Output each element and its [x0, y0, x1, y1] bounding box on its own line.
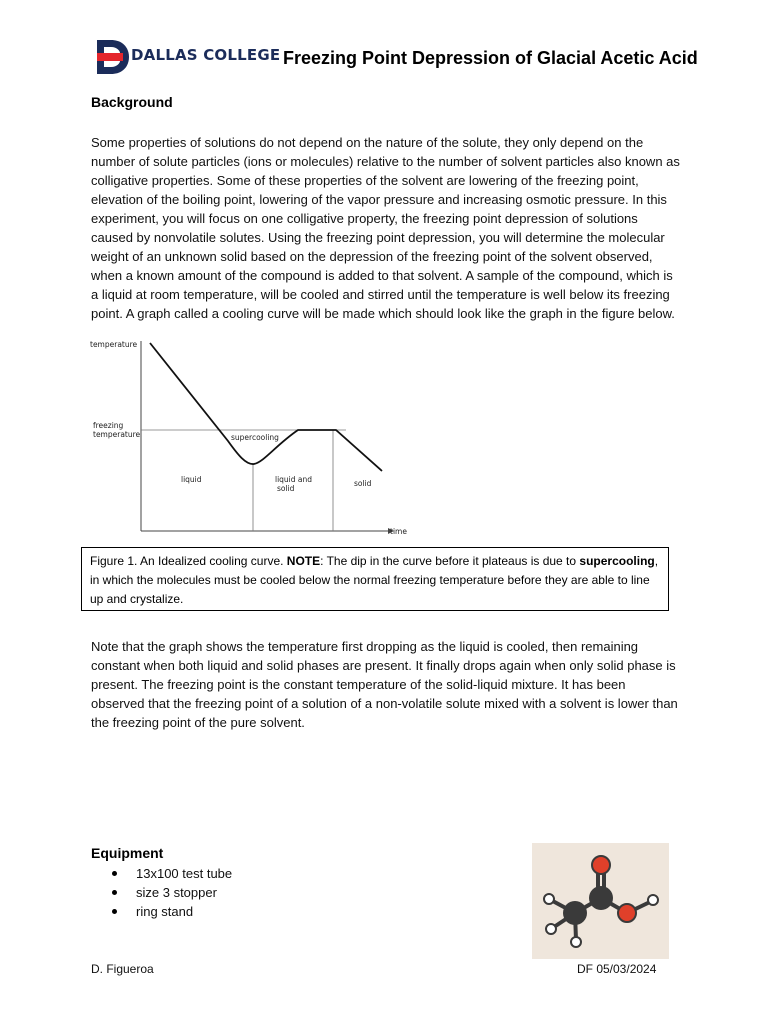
- oxygen-atom-1: [592, 856, 610, 874]
- equipment-list: [110, 864, 232, 921]
- cooling-curve-figure: [88, 337, 407, 539]
- x-axis-label: time: [390, 527, 407, 536]
- note-paragraph: Note that the graph shows the temperature first dropping as the liquid is cooled, then remaining constant when both liquid and solid phases are present. It finally drops again when only solid phase is present. The freezing point is the constant temperature of the solid-liquid mixture. It has been observed that the freezing point of a solution of a non-volatile solute mixed with a solvent is lower than the freezing point of the pure solvent.: [91, 639, 678, 730]
- list-item: ring stand: [110, 902, 232, 921]
- caption-note-text: : The dip in the curve before it plateaus is due to: [320, 554, 580, 568]
- equipment-heading: Equipment: [91, 845, 164, 861]
- hydrogen-atom-1: [544, 894, 554, 904]
- logo-text: DALLAS COLLEGE: [131, 46, 281, 64]
- acetic-acid-molecule-image: [532, 843, 669, 959]
- background-paragraph: Some properties of solutions do not depend on the nature of the solute, they only depend on the number of solute particles (ions or molecules) relative to the number of solvent particles also known as colligative properties. Some of these properties of the solvent are lowering of the freezing point, elevation of the boiling point, lowering of the vapor pressure and increasing osmotic pressure. In this experiment, you will focus on one colligative property, the freezing point depression of solutions caused by nonvolatile solutes. Using the freezing point depression, you will determine the molecular weight of an unknown solid based on the depression of the freezing point of the solvent observed, when a known amount of the compound is added to that solvent. A sample of the compound, which is a liquid at room temperature, will be cooled and stirred until the temperature is well below its freezing point. A graph called a cooling curve will be made which should look like the graph in the figure below.: [91, 135, 680, 321]
- y-axis-label: temperature: [90, 340, 138, 349]
- list-item: size 3 stopper: [110, 883, 232, 902]
- region-mixed-label-1: liquid and: [275, 475, 313, 484]
- hydrogen-atom-2: [546, 924, 556, 934]
- caption-bold-term: supercooling: [579, 554, 655, 568]
- hydrogen-atom-3: [571, 937, 581, 947]
- freezing-label-1: freezing: [93, 421, 124, 430]
- caption-prefix: Figure 1. An Idealized cooling curve.: [90, 554, 287, 568]
- figure-caption: [81, 547, 669, 611]
- supercooling-label: supercooling: [231, 433, 279, 442]
- footer-date: DF 05/03/2024: [577, 962, 657, 976]
- region-mixed-label-2: solid: [277, 484, 295, 493]
- freezing-label-2: temperature: [93, 430, 141, 439]
- dallas-college-logo: [95, 38, 281, 76]
- caption-rest: , in which the molecules must be cooled below the normal freezing temperature before they are able to line up and crystalize.: [90, 554, 659, 606]
- oxygen-atom-2: [618, 904, 636, 922]
- region-liquid-label: liquid: [181, 475, 202, 484]
- carbon-atom-1: [563, 901, 587, 925]
- region-solid-label: solid: [354, 479, 372, 488]
- document-title: Freezing Point Depression of Glacial Acetic Acid: [283, 48, 698, 68]
- background-heading: Background: [91, 94, 173, 110]
- footer-author: D. Figueroa: [91, 962, 154, 976]
- cooling-curve-line: [150, 343, 382, 471]
- carbon-atom-2: [589, 886, 613, 910]
- logo-mark-icon: [95, 38, 131, 76]
- hydrogen-atom-4: [648, 895, 658, 905]
- list-item: 13x100 test tube: [110, 864, 232, 883]
- caption-note-label: NOTE: [286, 554, 321, 568]
